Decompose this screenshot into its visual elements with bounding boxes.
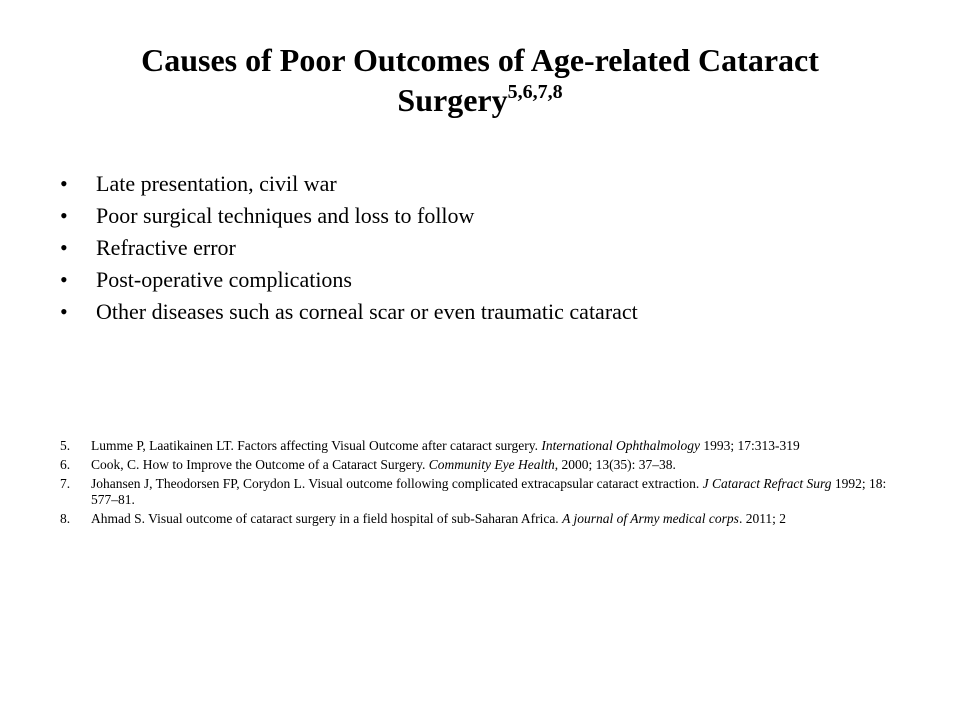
bullet-glyph: • — [60, 235, 68, 260]
bullet-list — [60, 168, 920, 328]
reference-item — [60, 476, 900, 508]
reference-number: 7. — [60, 476, 71, 491]
bullet-item — [60, 232, 920, 264]
title-text: Causes of Poor Outcomes of Age-related Cataract Surgery — [141, 42, 819, 118]
bullet-item — [60, 264, 920, 296]
reference-journal: Community Eye Health — [428, 457, 555, 472]
reference-tail: 1992; 18: 577–81. — [91, 476, 887, 507]
reference-tail: , 2000; 13(35): 37–38. — [554, 457, 676, 472]
bullet-text: Post-operative complications — [96, 267, 352, 292]
reference-text — [91, 457, 900, 473]
reference-text — [91, 511, 900, 527]
reference-journal: J Cataract Refract Surg — [702, 476, 832, 491]
reference-list — [60, 438, 900, 530]
reference-item — [60, 511, 900, 527]
slide-title — [90, 40, 870, 120]
reference-number: 8. — [60, 511, 71, 526]
reference-number: 5. — [60, 438, 71, 453]
bullet-item — [60, 168, 920, 200]
bullet-text: Other diseases such as corneal scar or even traumatic cataract — [96, 299, 638, 324]
reference-tail: 1993; 17:313-319 — [700, 438, 800, 453]
bullet-glyph: • — [60, 299, 68, 324]
title-citation: 5,6,7,8 — [507, 81, 563, 103]
reference-tail: . 2011; 2 — [738, 511, 787, 526]
bullet-item — [60, 296, 920, 328]
bullet-glyph: • — [60, 171, 68, 196]
bullet-text: Late presentation, civil war — [96, 171, 337, 196]
reference-item — [60, 457, 900, 473]
bullet-item — [60, 200, 920, 232]
reference-body: Johansen J, Theodorsen FP, Corydon L. Visual outcome following complicated extracapsular cataract extraction. — [91, 476, 703, 491]
reference-journal: A journal of Army medical corps — [562, 511, 739, 526]
reference-text — [91, 438, 900, 454]
reference-body: Lumme P, Laatikainen LT. Factors affecting Visual Outcome after cataract surgery. — [91, 438, 542, 453]
reference-number: 6. — [60, 457, 71, 472]
bullet-text: Poor surgical techniques and loss to follow — [96, 203, 475, 228]
reference-text — [91, 476, 900, 508]
bullet-glyph: • — [60, 267, 68, 292]
reference-body: Ahmad S. Visual outcome of cataract surgery in a field hospital of sub-Saharan Africa. — [91, 511, 563, 526]
reference-body: Cook, C. How to Improve the Outcome of a Cataract Surgery. — [91, 457, 429, 472]
bullet-text: Refractive error — [96, 235, 236, 260]
bullet-glyph: • — [60, 203, 68, 228]
reference-item — [60, 438, 900, 454]
reference-journal: International Ophthalmology — [541, 438, 701, 453]
